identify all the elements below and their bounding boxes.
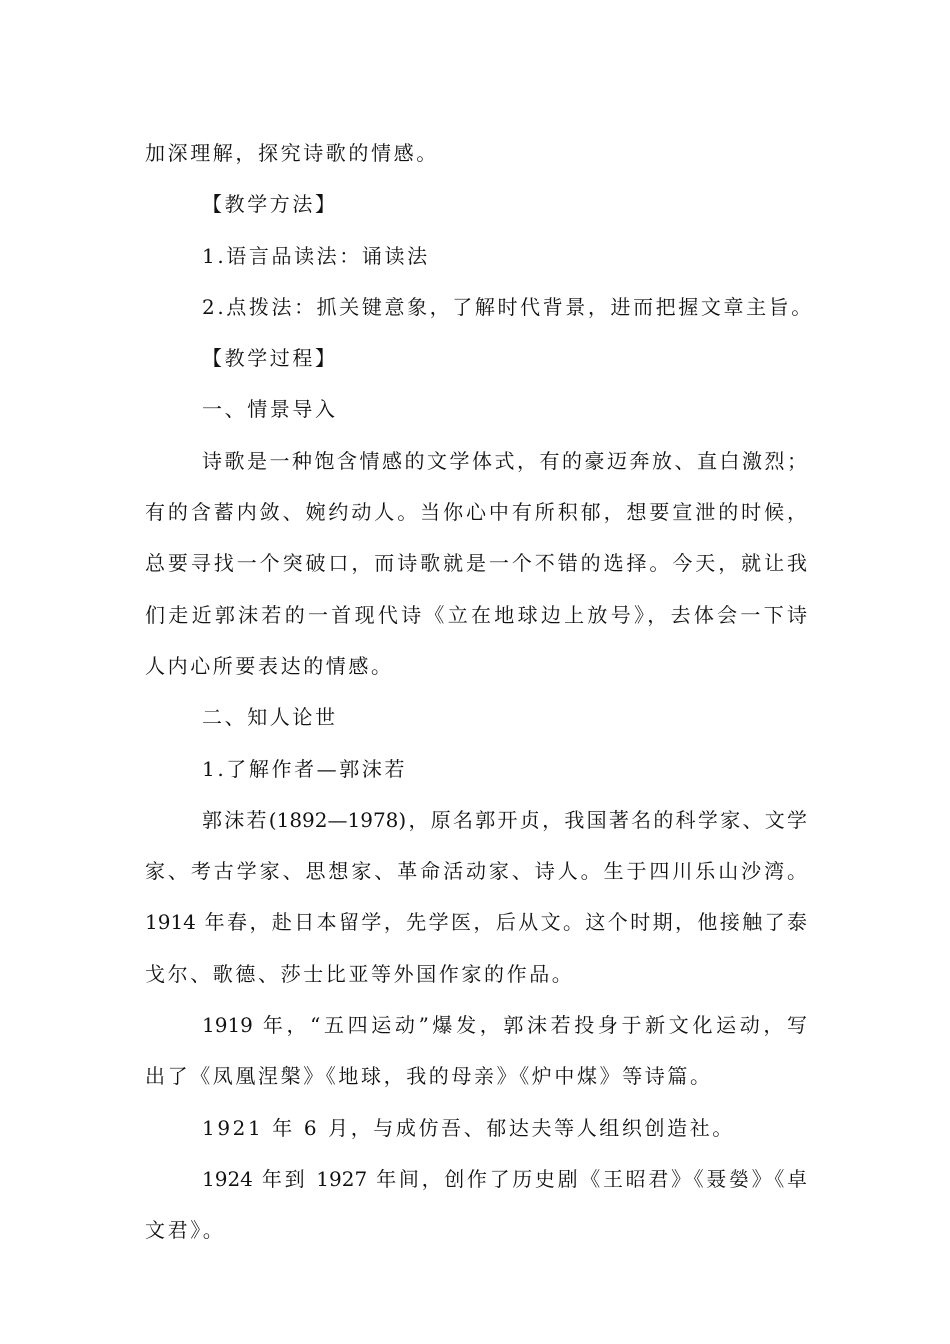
document-body (145, 128, 814, 1257)
paragraph (145, 1154, 807, 1257)
paragraph (145, 744, 807, 795)
text-line: 出了《凤凰涅槃》《地球，我的母亲》《炉中煤》等诗篇。 (145, 1064, 713, 1089)
text-line: 1924 年到 1927 年间，创作了历史剧《王昭君》《聂嫈》《卓 (202, 1166, 807, 1191)
paragraph (145, 179, 807, 230)
text-line: 诗歌是一种饱含情感的文学体式，有的豪迈奔放、直白激烈； (202, 448, 807, 473)
text-line: 1.语言品读法：诵读法 (202, 243, 430, 268)
paragraph (145, 231, 807, 282)
paragraph (145, 282, 814, 333)
text-line: 1919 年，“五四运动”爆发，郭沫若投身于新文化运动，写 (202, 1013, 807, 1038)
text-line: 1.了解作者—郭沫若 (202, 756, 408, 781)
paragraph (145, 333, 807, 384)
text-line: 文君》。 (145, 1218, 226, 1243)
text-line: 总要寻找一个突破口，而诗歌就是一个不错的选择。今天，就让我 (145, 551, 807, 576)
paragraph (145, 692, 807, 743)
paragraph (145, 795, 807, 1000)
text-line: 【教学方法】 (202, 192, 338, 217)
text-line: 有的含蓄内敛、婉约动人。当你心中有所积郁，想要宣泄的时候， (145, 500, 807, 525)
paragraph (145, 436, 807, 692)
text-line: 家、考古学家、思想家、革命活动家、诗人。生于四川乐山沙湾。 (145, 859, 807, 884)
text-line: 们走近郭沫若的一首现代诗《立在地球边上放号》，去体会一下诗 (145, 602, 807, 627)
text-line: 戈尔、歌德、莎士比亚等外国作家的作品。 (145, 961, 575, 986)
text-line: 【教学过程】 (202, 346, 338, 371)
text-line: 加深理解，探究诗歌的情感。 (145, 141, 439, 165)
paragraph (145, 1103, 807, 1154)
text-line: 1921 年 6 月，与成仿吾、郁达夫等人组织创造社。 (202, 1115, 735, 1140)
text-line: 2.点拨法：抓关键意象，了解时代背景，进而把握文章主旨。 (202, 294, 814, 319)
text-line: 一、情景导入 (202, 397, 338, 422)
text-line: 二、知人论世 (202, 705, 338, 730)
text-line: 1914 年春，赴日本留学，先学医，后从文。这个时期，他接触了泰 (145, 910, 807, 935)
paragraph (145, 128, 807, 179)
paragraph (145, 384, 807, 435)
text-line: 郭沫若(1892—1978)，原名郭开贞，我国著名的科学家、文学 (202, 807, 807, 832)
paragraph (145, 1000, 807, 1103)
text-line: 人内心所要表达的情感。 (145, 653, 394, 678)
